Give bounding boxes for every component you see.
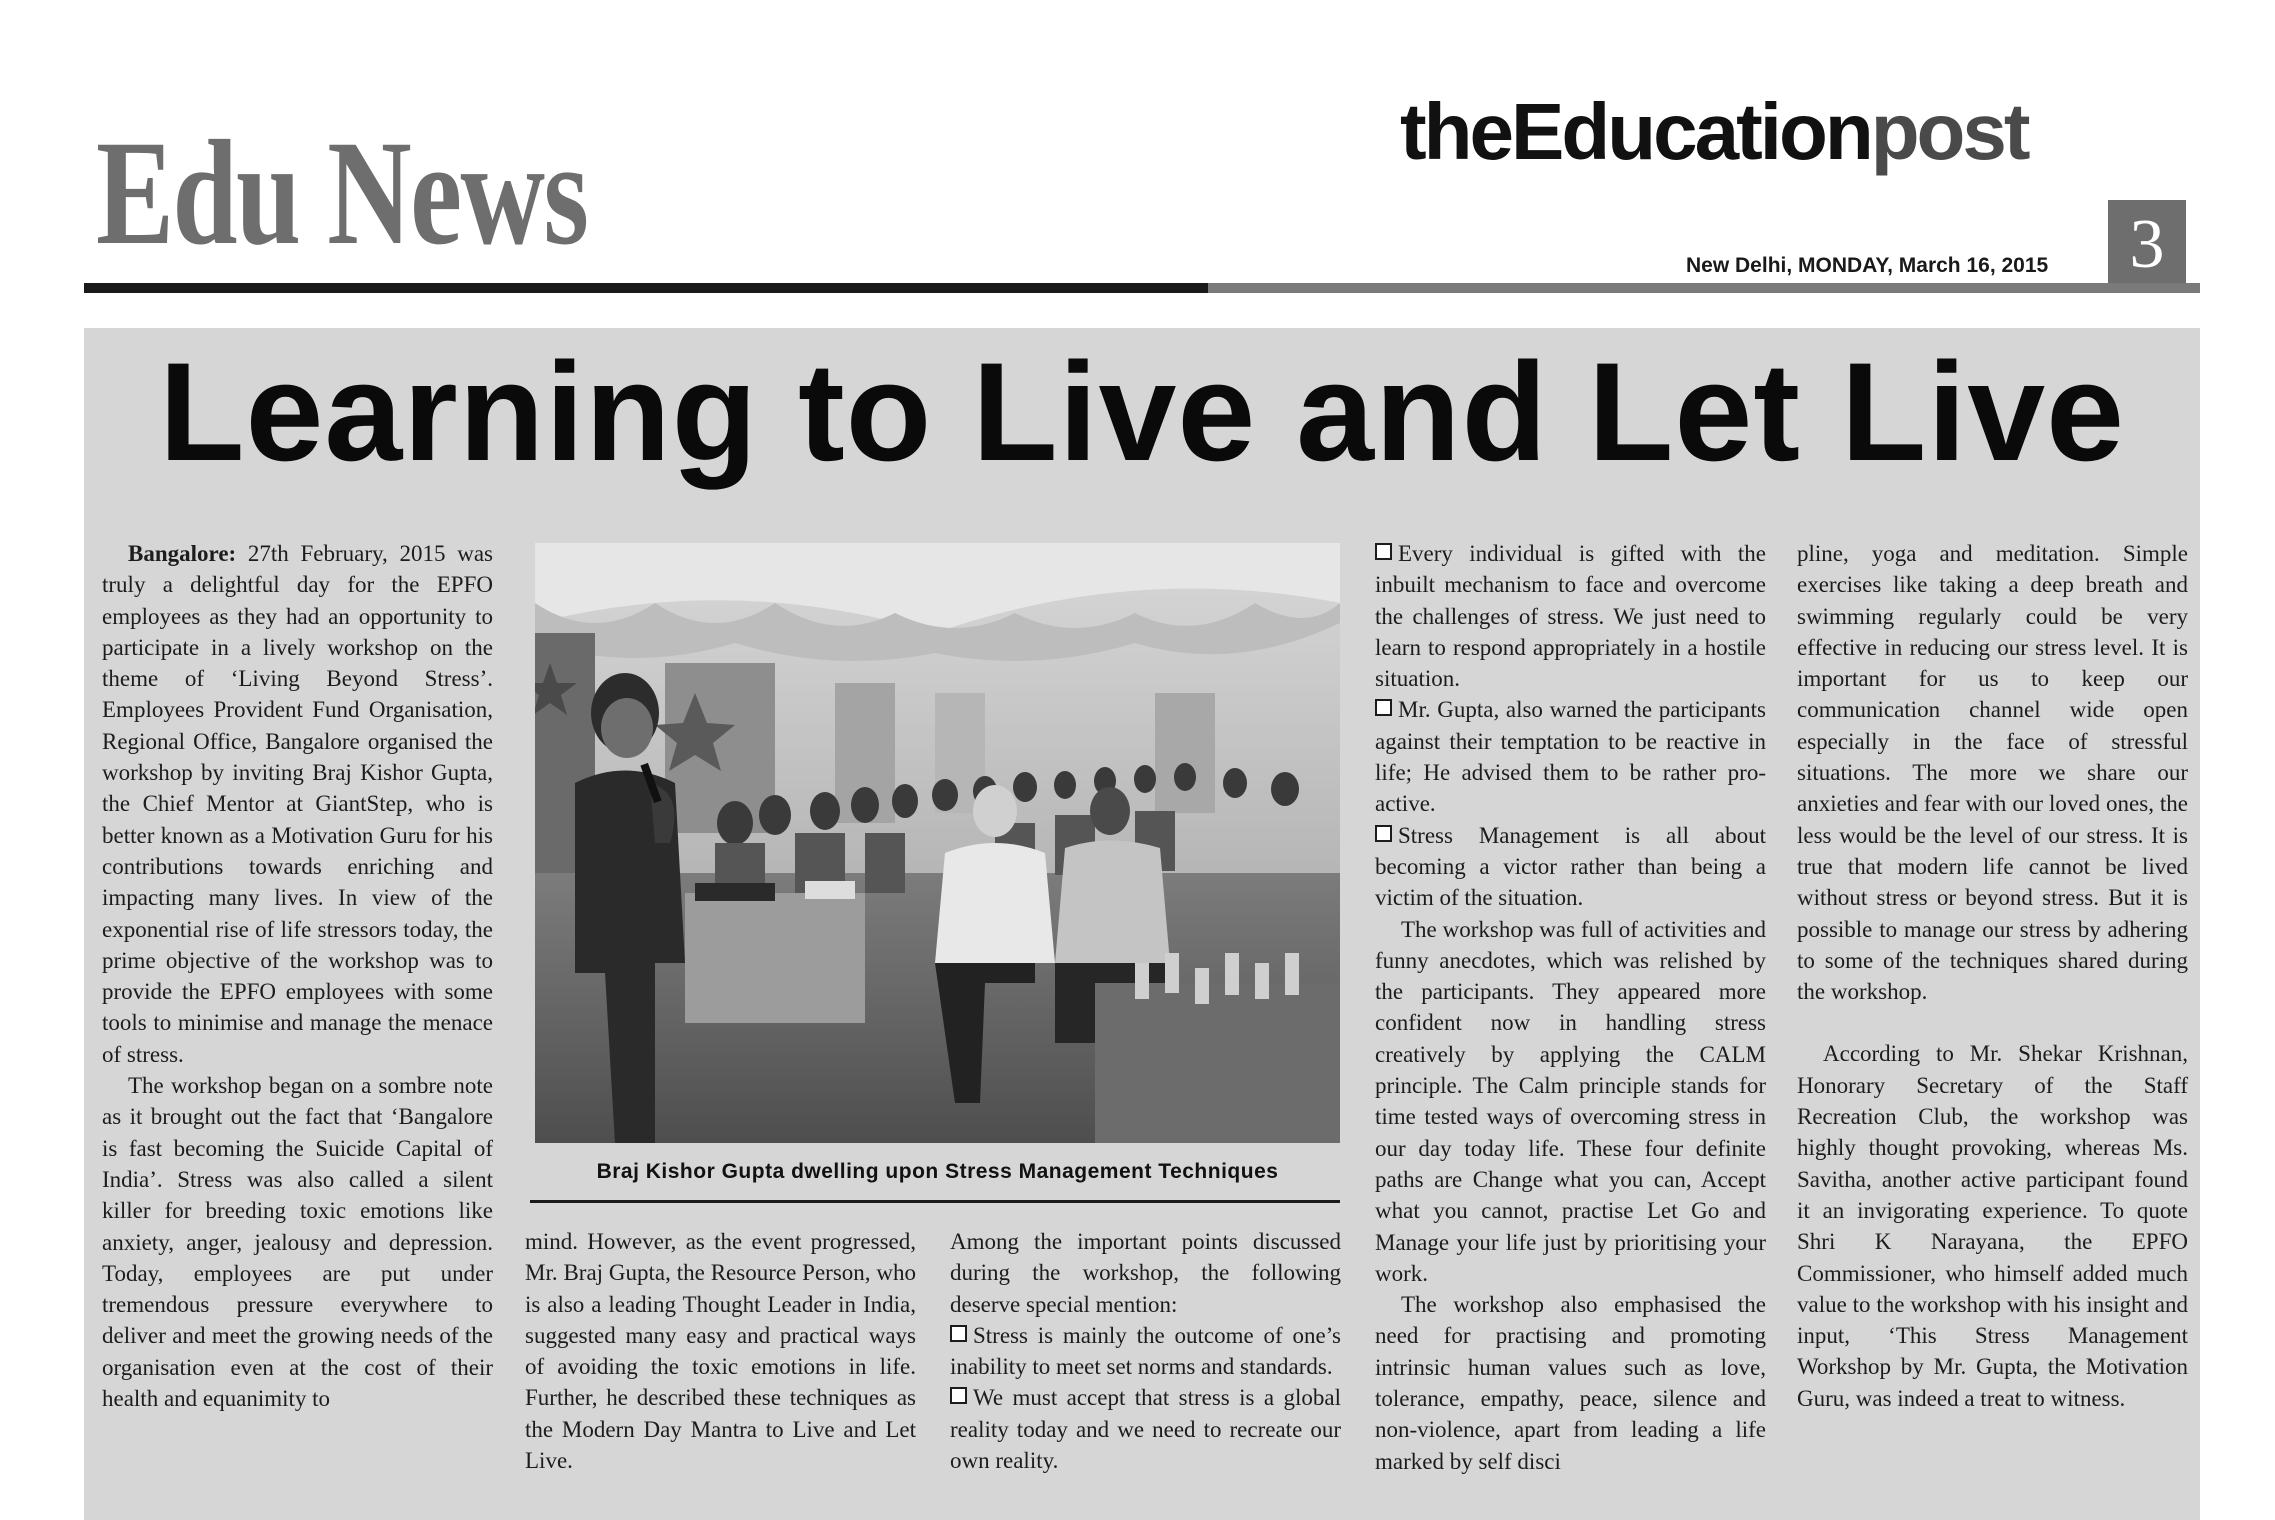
bullet-point <box>1375 694 1766 819</box>
article-column-5 <box>1797 538 2188 1414</box>
paragraph: According to Mr. Shekar Krishnan, Honorary Secretary of the Staff Recreation Club, the workshop was highly thought provoking, whereas Ms. Savitha, another active participant found it an invigorating experience. To quote Shri K Narayana, the EPFO Commissioner, who himself added much value to the workshop with his insight and input, ‘This Stress Management Workshop by Mr. Gupta, the Motivation Guru, was indeed a treat to witness. <box>1797 1041 2188 1411</box>
photo-caption: Braj Kishor Gupta dwelling upon Stress Management Techniques <box>596 1160 1279 1183</box>
checkbox-bullet-icon <box>950 1325 967 1342</box>
bullet-text: Every individual is gifted with the inbuilt mechanism to face and overcome the challenges of stress. We just need to learn to respond appropriately in a hostile situation. <box>1375 541 1766 692</box>
paragraph: mind. However, as the event progressed, Mr. Braj Gupta, the Resource Person, who is also a leading Thought Leader in India, suggested many easy and practical ways of avoiding the toxic emotions in life. Further, he described these techniques as the Modern Day Mantra to Live and Let Live. <box>525 1229 916 1474</box>
bullet-point <box>1375 820 1766 914</box>
dateline: New Delhi, MONDAY, March 16, 2015 <box>1686 254 2049 277</box>
article-headline: Learning to Live and Let Live <box>159 333 2125 490</box>
paragraph: The workshop was full of activities and funny anecdotes, which was relished by the participants. They appeared more confident now in handling stress creatively by applying the CALM principle. The Calm principle stands for time tested ways of overcoming stress in our day today life. These four definite paths are Change what you can, Accept what you cannot, practise Let Go and Manage your life just by prioritising your work. <box>1375 916 1766 1286</box>
page-number: 3 <box>2108 200 2186 290</box>
article-column-2 <box>525 1226 916 1476</box>
bullet-text: We must accept that stress is a global reality today and we need to recreate our own reality. <box>950 1385 1341 1474</box>
bullet-point <box>950 1320 1341 1383</box>
bullet-text: Stress Management is all about becoming a victor rather than being a victim of the situation. <box>1375 822 1766 911</box>
paragraph: pline, yoga and meditation. Simple exercises like taking a deep breath and swimming regularly could be very effective in reducing our stress level. It is important for us to keep our communication channel wide open especially in the face of stressful situations. The more we share our anxieties and fear with our loved ones, the less would be the level of our stress. It is true that modern life cannot be lived without stress or beyond stress. But it is possible to manage our stress by adhering to some of the techniques shared during the workshop. <box>1797 541 2188 1005</box>
masthead-rule-grey <box>1208 283 2200 293</box>
paper-logo <box>1400 87 2028 176</box>
bullet-text: Stress is mainly the outcome of one’s inability to meet set norms and standards. <box>950 1322 1341 1380</box>
section-name: Edu News <box>96 110 588 276</box>
checkbox-bullet-icon <box>1375 543 1392 560</box>
event-photo-icon <box>535 543 1340 1143</box>
article-column-4 <box>1375 538 1766 1477</box>
bullet-point <box>1375 538 1766 694</box>
paragraph <box>102 538 493 1070</box>
masthead-rule-dark <box>84 283 1208 293</box>
checkbox-bullet-icon <box>950 1387 967 1404</box>
paper-name-part1: theEducation <box>1400 87 1871 176</box>
bullet-point <box>950 1382 1341 1476</box>
paragraph: Among the important points discussed during the workshop, the following deserve special mention: <box>950 1229 1341 1317</box>
article-column-1 <box>102 538 493 1414</box>
checkbox-bullet-icon <box>1375 699 1392 716</box>
event-photo-svg <box>535 543 1340 1143</box>
article-column-3 <box>950 1226 1341 1476</box>
paragraph-text: 27th February, 2015 was truly a delightful day for the EPFO employees as they had an opportunity to participate in a lively workshop on the theme of ‘Living Beyond Stress’. Employees Provident Fund Organisation, Regional Office, Bangalore organised the workshop by inviting Braj Kishor Gupta, the Chief Mentor at GiantStep, who is better known as a Motivation Guru for his contributions towards enriching and impacting many lives. In view of the exponential rise of life stressors today, the prime objective of the workshop was to provide the EPFO employees with some tools to minimise and manage the menace of stress. <box>102 541 493 1067</box>
bullet-text: Mr. Gupta, also warned the participants against their temptation to be reactive in life; He advised them to be rather pro-active. <box>1375 697 1766 817</box>
caption-rule <box>530 1200 1340 1203</box>
paragraph: The workshop began on a sombre note as it brought out the fact that ‘Bangalore is fast becoming the Suicide Capital of India’. Stress was also called a silent killer for breeding toxic emotions like anxiety, anger, jealousy and depression. Today, employees are put under tremendous pressure everywhere to deliver and meet the growing needs of the organisation even at the cost of their health and equanimity to <box>102 1073 493 1412</box>
paragraph-gap <box>1797 1007 2188 1038</box>
paragraph: The workshop also emphasised the need for practising and promoting intrinsic human values such as love, tolerance, empathy, peace, silence and non-violence, apart from leading a life marked by self disci <box>1375 1292 1766 1474</box>
dateline-lead: Bangalore: <box>128 541 237 566</box>
paper-name-part2: post <box>1870 87 2028 176</box>
checkbox-bullet-icon <box>1375 825 1392 842</box>
